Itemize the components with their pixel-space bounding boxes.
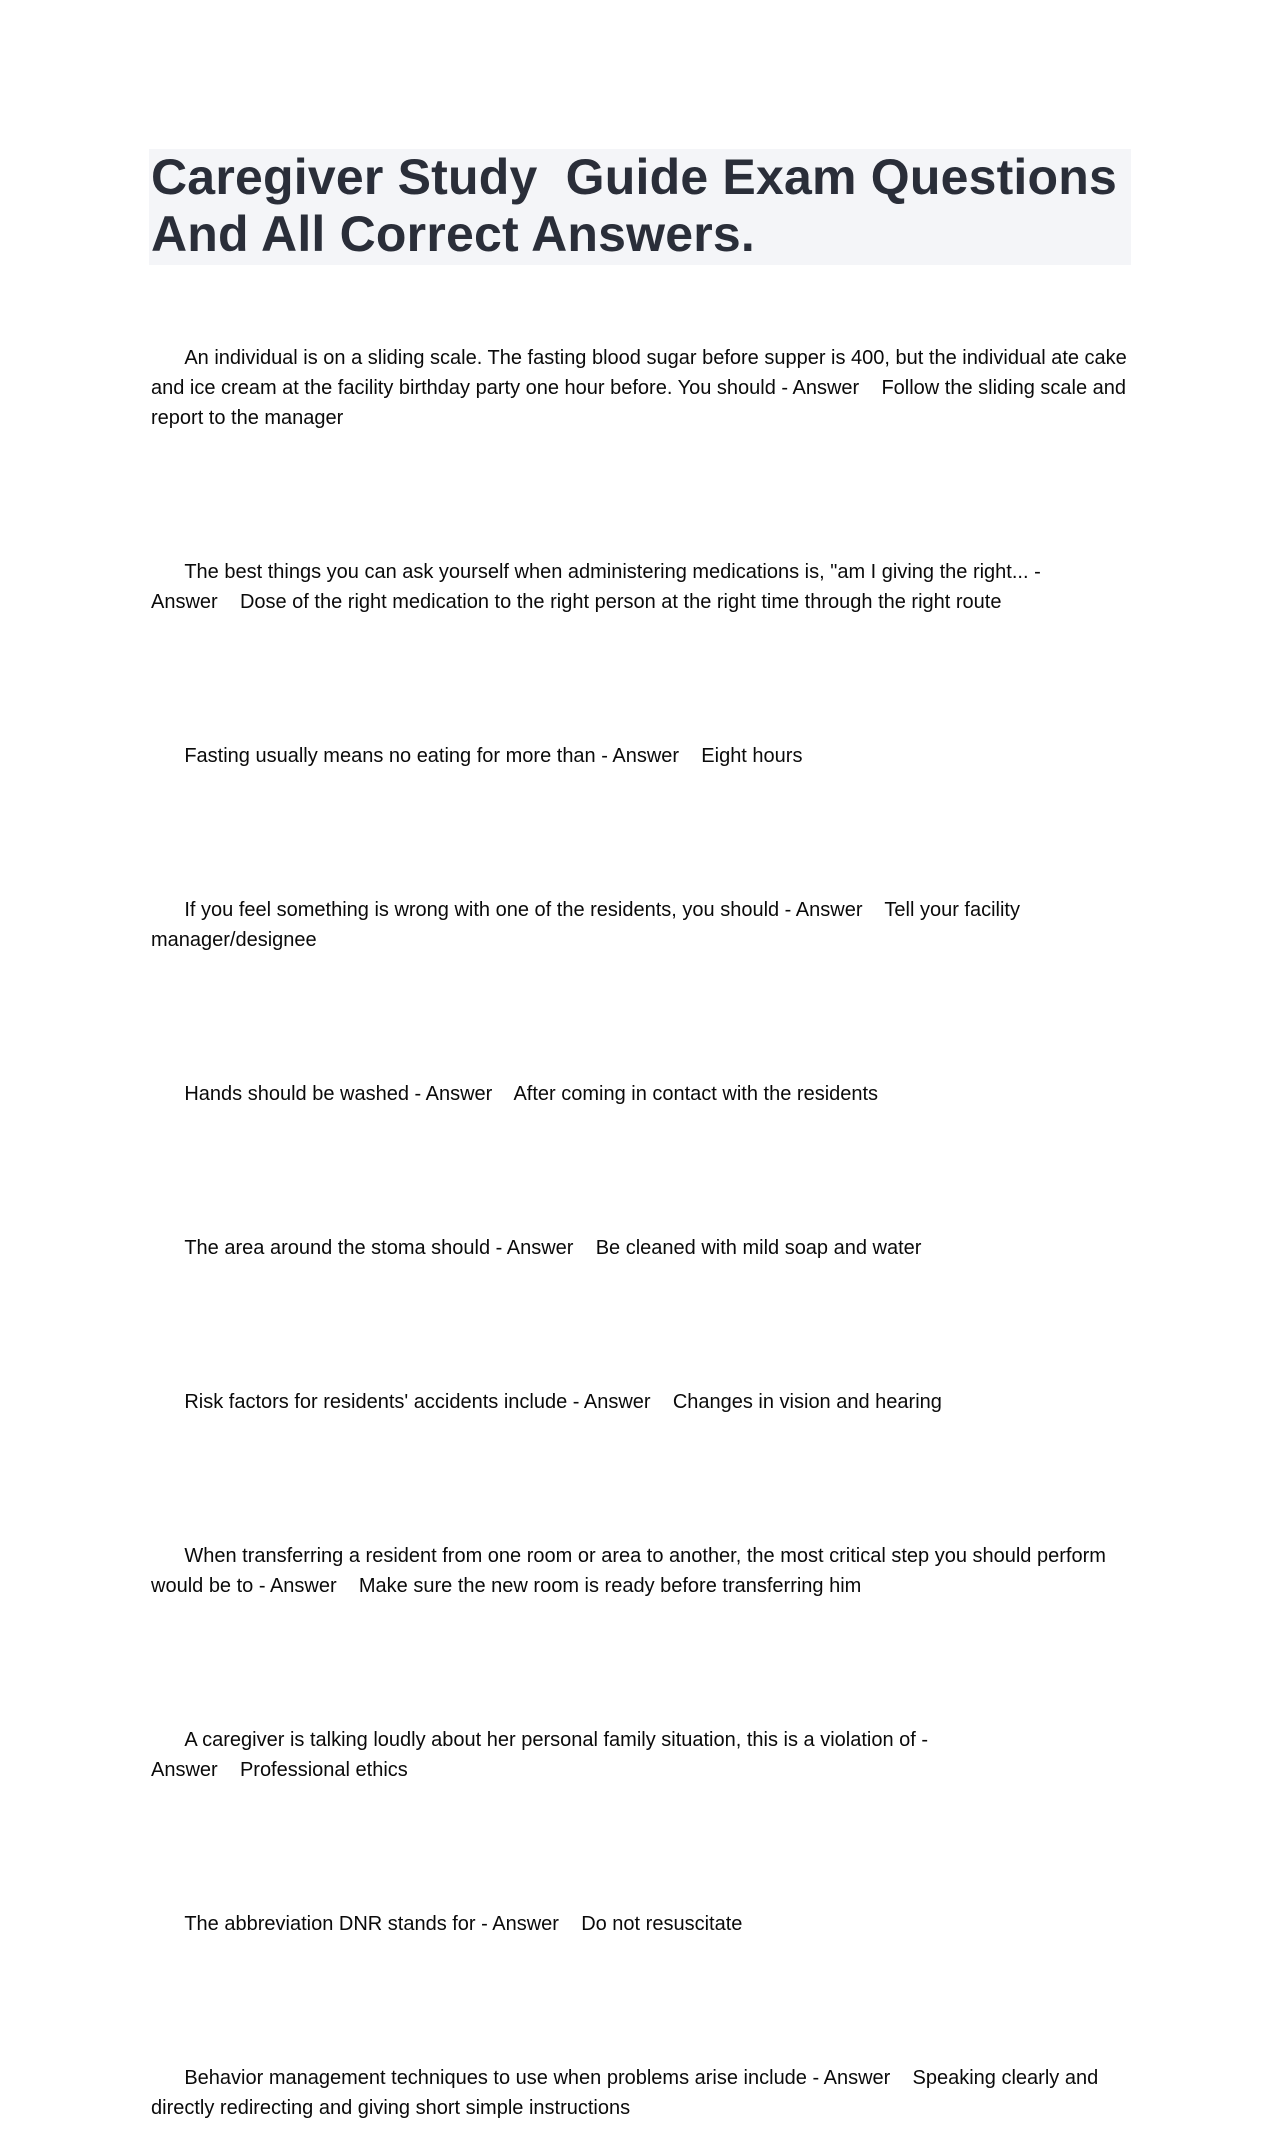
question-text: The best things you can ask yourself when administering medications is, "am I giving the right... - Answer [151,561,1046,613]
title-block [149,149,1131,265]
qa-item [151,1049,1131,1139]
document-title: Caregiver Study Guide Exam Questions And All Correct Answers. [151,149,1118,262]
question-text: The area around the stoma should - Answer [184,1237,574,1259]
qa-item [151,2033,1131,2153]
question-text: When transferring a resident from one room or area to another, the most critical step you should perform would be to - Answer [151,1545,1112,1597]
qa-item [151,1695,1131,1815]
answer-text: Changes in vision and hearing [672,1391,942,1413]
answer-text: Dose of the right medication to the right person at the right time through the right route [239,591,1002,613]
question-text: Behavior management techniques to use when problems arise include - Answer [184,2067,891,2089]
answer-text: After coming in contact with the residents [513,1083,879,1105]
qa-item [151,1357,1131,1447]
answer-text: Make sure the new room is ready before transferring him [358,1575,862,1597]
answer-text: Do not resuscitate [581,1913,743,1935]
qa-list [151,313,1131,2153]
qa-item [151,865,1131,985]
qa-item [151,1203,1131,1293]
qa-item [151,1879,1131,1969]
answer-text: Follow the sliding scale and report to the manager [151,377,1132,429]
answer-text: Be cleaned with mild soap and water [595,1237,922,1259]
answer-text: Professional ethics [239,1759,408,1781]
answer-text: Eight hours [701,745,803,767]
qa-item [151,1511,1131,1631]
question-text: Risk factors for residents' accidents include - Answer [184,1391,651,1413]
question-text: The abbreviation DNR stands for - Answer [184,1913,559,1935]
answer-text: Tell your facility manager/designee [151,899,1026,951]
question-text: If you feel something is wrong with one of the residents, you should - Answer [184,899,863,921]
qa-item [151,711,1131,801]
qa-item [151,527,1131,647]
qa-item [151,313,1131,463]
question-text: Hands should be washed - Answer [184,1083,493,1105]
question-text: Fasting usually means no eating for more than - Answer [184,745,680,767]
question-text: A caregiver is talking loudly about her personal family situation, this is a violation of - Answer [151,1729,933,1781]
question-text: An individual is on a sliding scale. The fasting blood sugar before supper is 400, but the individual ate cake and ice cream at the facility birthday party one hour before. You should - Answer [151,347,1133,399]
answer-text: Speaking clearly and directly redirecting and giving short simple instructions [151,2067,1104,2119]
